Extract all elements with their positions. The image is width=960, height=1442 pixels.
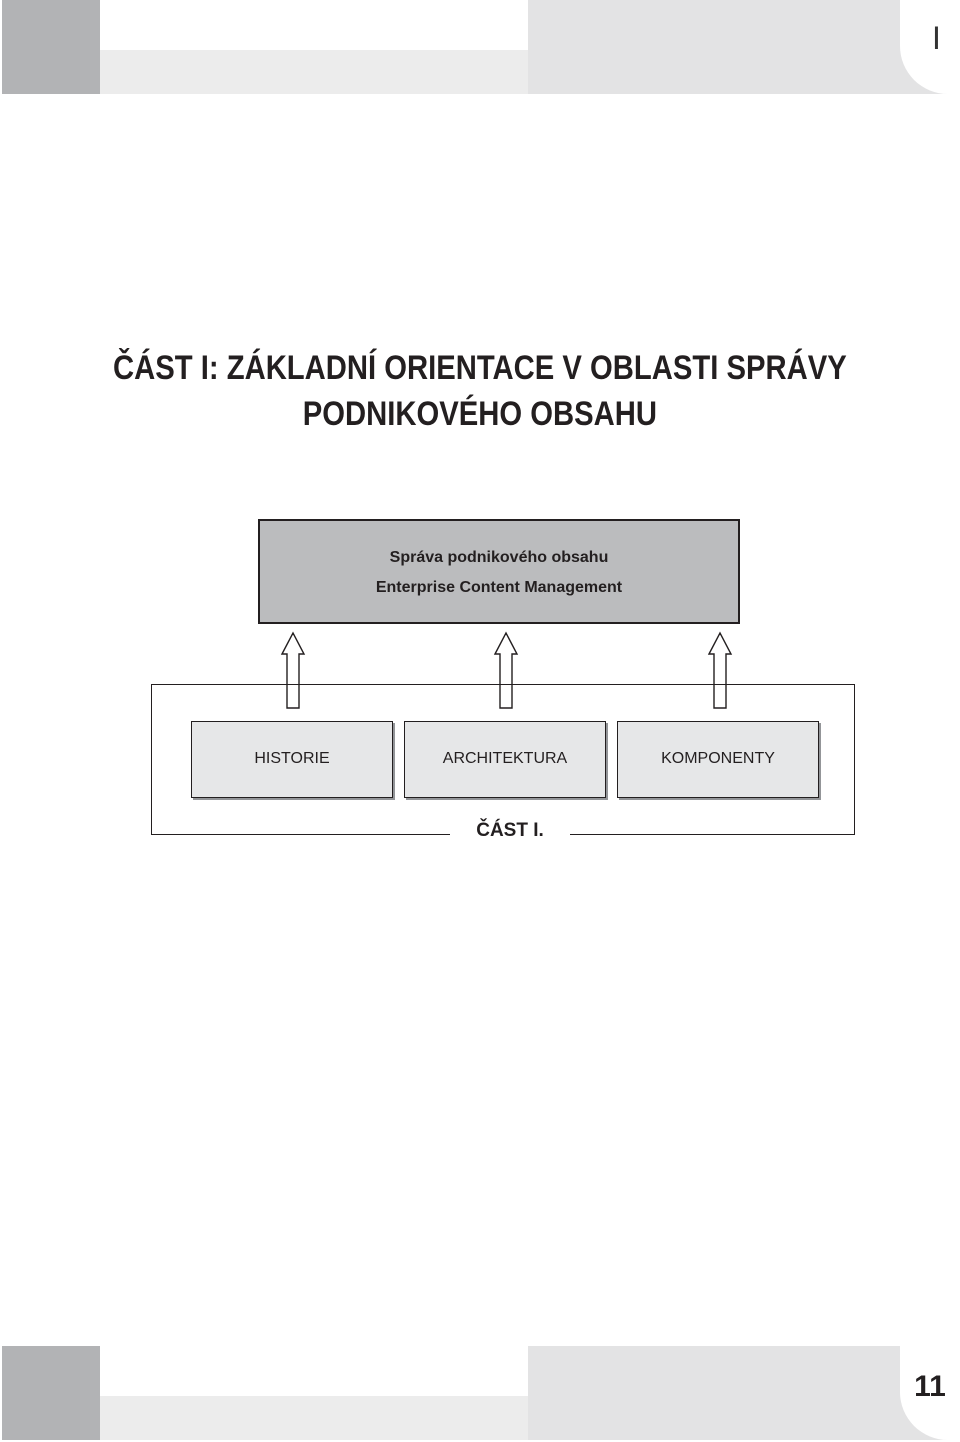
page-number: 11 [914,1370,946,1403]
footer-band [0,1346,960,1440]
arrows [0,0,960,720]
page-title-line-1: ČÁST I: ZÁKLADNÍ ORIENTACE V OBLASTI SPRÁVY [113,349,847,387]
component-label: KOMPONENTY [661,750,775,767]
chapter-mark: I [932,20,941,56]
component-box-komponenty [617,721,819,798]
footer-band-square [2,1346,100,1440]
ecm-box-title-czech: Správa podnikového obsahu [389,549,609,566]
component-box-architektura [404,721,606,798]
footer-band-right [528,1346,960,1440]
component-box-historie [191,721,393,798]
component-label: ARCHITEKTURA [442,750,568,767]
page-title-line-2: PODNIKOVÉHO OBSAHU [302,395,657,433]
part-label: ČÁST I. [476,820,544,841]
component-label: HISTORIE [254,750,330,767]
footer-band-strip [100,1396,528,1440]
ecm-box-title-english: Enterprise Content Management [375,579,623,596]
